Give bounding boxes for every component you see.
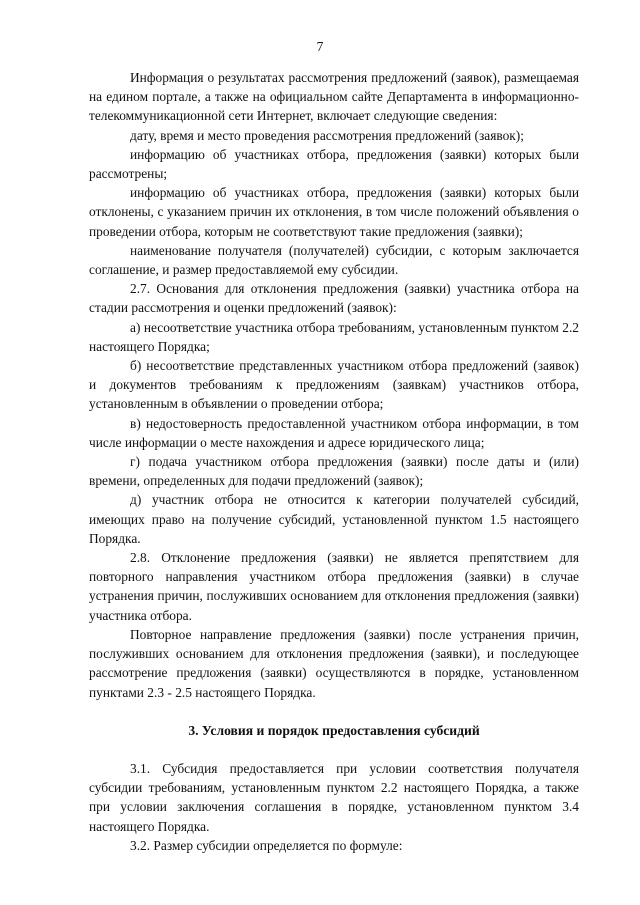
- paragraph: 3.2. Размер субсидии определяется по формуле:: [130, 837, 403, 853]
- paragraph: информацию об участниках отбора, предложения (заявки) которых были отклонены, с указанием причин их отклонения, в том числе положений объявления о проведении отбора, которым не соответствуют такие предложения (заявки);: [89, 185, 579, 239]
- paragraph: Информация о результатах рассмотрения предложений (заявок), размещаемая на едином портале, а также на официальном сайте Департамента в информационно-телекоммуникационной сети Интернет, включает следующие сведения:: [89, 70, 579, 124]
- paragraph: информацию об участниках отбора, предложения (заявки) которых были рассмотрены;: [89, 146, 579, 182]
- document-body: [89, 68, 579, 855]
- paragraph: б) несоответствие представленных участником отбора предложений (заявок) и документов требованиям к предложениям (заявкам) участников отбора, установленным в объявлении о проведении отбора;: [89, 358, 579, 412]
- paragraph: 2.8. Отклонение предложения (заявки) не является препятствием для повторного направления участником отбора предложения (заявки) в случае устранения причин, послуживших основанием для отклонения предложения (заявки) участника отбора.: [89, 550, 579, 623]
- paragraph: наименование получателя (получателей) субсидии, с которым заключается соглашение, и размер предоставляемой ему субсидии.: [89, 242, 579, 278]
- paragraph: 2.7. Основания для отклонения предложения (заявки) участника отбора на стадии рассмотрения и оценки предложений (заявок):: [89, 281, 579, 316]
- paragraph: г) подача участником отбора предложения (заявки) после даты и (или) времени, определенных для подачи предложений (заявок);: [89, 454, 579, 489]
- paragraph: д) участник отбора не относится к категории получателей субсидий, имеющих право на получение субсидий, установленной пунктом 1.5 настоящего Порядка.: [89, 492, 579, 546]
- paragraph: Повторное направление предложения (заявки) после устранения причин, послуживших основанием для отклонения предложения (заявки), и последующее рассмотрение предложения (заявки) осуществляются в порядке, установленном пунктами 2.3 - 2.5 настоящего Порядка.: [89, 626, 579, 700]
- paragraph: дату, время и место проведения рассмотрения предложений (заявок);: [130, 127, 524, 143]
- paragraph: в) недостоверность предоставленной участником отбора информации, в том числе информации о месте нахождения и адресе юридического лица;: [89, 415, 579, 450]
- paragraph: 3.1. Субсидия предоставляется при условии соответствия получателя субсидии требованиям, установленным пунктом 2.2 настоящего Порядка, а также при условии заключения соглашения в порядке, установленном пунктом 3.4 настоящего Порядка.: [89, 760, 579, 834]
- page-number: 7: [316, 39, 324, 54]
- section-heading: 3. Условия и порядок предоставления субсидий: [188, 722, 480, 738]
- paragraph: а) несоответствие участника отбора требованиям, установленным пунктом 2.2 настоящего Порядка;: [89, 319, 579, 354]
